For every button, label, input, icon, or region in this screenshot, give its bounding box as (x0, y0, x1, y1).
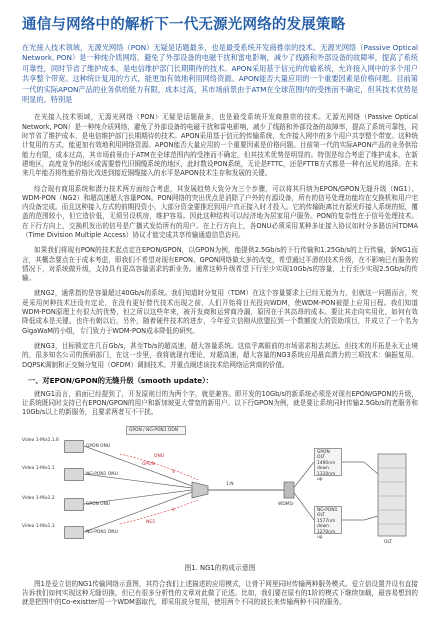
wdm-label: WDM1r (278, 501, 295, 507)
lead-paragraph: 在光接入技术领域，无源光网络（PON）无疑是话题最多，也是最受系统开发商推崇的技术。无源光网络（Passive Optical Network, PON）是一种纯介质网络，避免了外部设备的电磁干扰和雷电影响，减少了线路和外部设备的故障率，提高了系统可靠性，同时节省了维护成本，是电信维护部门长期期待的技术。APON采用基于信元的传输系统，允许接入网中的多个用户共享整个带宽。这种统计复用的方式，能更加有效地利用网络资源。APON能否大量应用的一个重要因素是价格问题。目前第一代的实际APON产品的业务供给能力有限，成本过高，其市场前景由于ATM在全球范围内的受挫而不确定，但其技术优势是明显的。特别是 (22, 43, 418, 105)
section-heading: 一、对EPON/GPON的无缝升级（smooth update）： (28, 375, 213, 385)
body-paragraph-5: 就NG3，目标锁定在几百Gb/s，甚至Tb/s的超高速，超大容量系统。这似乎离眼前的市场需求相去甚远。但技术的开拓是永无止境的，很多知名公司的预研部门，在这一步里，我将就现有理论，对超高速，超大容量的NG3系统应用最高潜力的三项技术：偏振复用、DQPSK调制和正交频分复用（OFDM）调制技术。并重点阐述该技术给网络运营商的价值。 (22, 341, 418, 369)
onu-device-icon (64, 498, 84, 511)
page-title: 通信与网络中的解析下一代无源光网络的发展策略 (22, 17, 346, 33)
gpon-olt-up: 1310nm up (317, 471, 336, 483)
onu-label-2: NG-PON1 ONU (86, 471, 118, 477)
onu-label-4: NG-PON1 ONU (86, 529, 118, 535)
source-label-3: Video 1-Mix1.2 (22, 495, 55, 501)
red-label-onu: ONU (154, 453, 164, 459)
network-diagram (22, 424, 418, 560)
source-label-4: Video 1-Mix1.3 (22, 523, 55, 529)
ngpon1-olt-title: NG-PON1 OLT (317, 507, 338, 519)
body-paragraph-2: 综合现有商用系统和潜力技术两方面综合考虑，其发展趋势大致分为三个步骤，可以将其归纳为EPON/GPON无缝升级（NG1）、WDM-PON（NG2）和超高速超大容量PON。PON网络的突出优点是消除了户外的有源设备，所有的信号处理功能均在交换机和用户宅内设备完成。而且这种接入方式的前期投资小，大部分资金要推迟到用户真正接入时才投入。它的传输距离比有源光纤接入系统的短，覆盖的范围较小，但它造价低，无须另设机房，维护容易。因此这种结构可以经济地为居家用户服务。PON的复杂性在于信号处理技术。在下行方向上，交换机发出的信号是广播式发给所有的用户。在上行方向上，各ONU必须采用某种多址接入协议如时分多路访问TDMA（Time Division Multiple Access）协议才能完成共享传输通道信息访问。 (22, 184, 418, 239)
source-label-2: Video 1-Mix1.1 (22, 465, 55, 471)
ngpon1-olt-up: 1270nm up (317, 529, 336, 541)
red-label-gpon: GPON (142, 461, 155, 467)
odn-box: GPON / NG-PON1 ODN (126, 426, 186, 435)
onu-label-3: GPON ONU (86, 501, 111, 507)
section-paragraph: 就NG1而言，前面已经提到了，开发原则目的为两个字，就是兼容。即开发的10Gb/s的新系统必须是对现有EPON/GPON的升级，让系统既同时支持已有EPON/GPON的用户和新加坡更大带宽的新用户。以下行GPON为例，就是要让系统同时传输2.5Gb/s的老服务和10Gb/s以上的新服务，且要求两者互不干扰。 (22, 389, 418, 417)
ngpon1-olt-down: 1577nm down (317, 518, 336, 530)
body-paragraph-1: 在光接入技术领域，无源光网络（PON）无疑是话题最多，也是最受系统开发商推崇的技术。无源光网络（Passive Optical Network, PON）是一种纯介质网络，避免了外部设备的电磁干扰和雷电影响，减少了线路和外部设备的故障率，提高了系统可靠性，同时节省了维护成本，是电信维护部门长期期待的技术。APON采用基于信元的传输系统，允许接入网中的多个用户共享整个带宽。这种统计复用的方式，能更加有效地利用网络资源。APON能否大量应用的一个重要因素是价格问题。目前第一代的实际APON产品的业务供给能力有限，成本过高，其市场前景由于ATM在全球范围内的受挫而不确定，但其技术优势是明显的。特别是综合考虑了维护成本，在新建地区，高度竞争的地区或需要替代旧铜缆系统的地区，此时数设PON系统，无论是FTTC，还是FTTB方式都是一种有远见的选择。在未来几年能否将性能价格比改进到接近铜缆接入的水平是APON技术生存和发展的关键。 (22, 113, 418, 178)
splitter-ratio-label: 1:N (226, 481, 234, 487)
rack-label: OLT (384, 539, 392, 545)
onu-device-icon (64, 468, 84, 481)
figure-explanation-paragraph: 图1是爱立信的NG1传输网络示意图，其符合我们上述描述的应用模式，让骨干网里同时传输两种服务模式。爱立信设置并设有直接告诉我们如何实现这种无缝切换，但已有很多分析性的文章对此做了论述。比如，我们要在原有的1阶的模式下继续加载，最容易想到的就是把图中的Co-existter用一个WDM器取代，即采用波分复用，使用两个不同的波长来传输两种不同的服务。 (22, 579, 418, 607)
ngpon1-olt-box (314, 506, 342, 541)
red-label-lambda: λ (172, 507, 175, 513)
source-label-1: Video 1-Mix1.1.6 (22, 437, 59, 443)
gpon-olt-title: GPON OLT (317, 449, 330, 461)
red-label-ng1: NG1 (146, 519, 156, 525)
body-paragraph-4: 就NG2，通常指的是容量超过40Gb/s的系统。我们知道时分复用（TDM）在这个容量要求上已经无能为力，但就这一问题而言，究竟采用何种技术还没有定论，在没有更好替代技术出现之前，人们开始将目光投向WDM，使WDM-PON被提上应用日程。我们知道WDM-PON原理上有很大的优势，但之所以这些年来，被开发商和运营商冷漏，原因在于其高昂的成本。要让其走向实用化，如何有效降低成本是关键。也许有朝以后，另外，随着硬件技术的进步，今年爱立信刚从欧盟拉到一个数额庞大的资助项目，并成立了一个名为GigaWaM的小组，专门致力于WDM-PON成本降低的研究。 (22, 289, 418, 335)
onu-label-1: GPON ONU (86, 443, 111, 449)
body-paragraph-3: 如果我们将现有PON的技术起点定在EPON/GPON，以GPON为例，能提供2.5Gb/s的下行传输和1.25Gb/s的上行传输，新NG1而言，其概念要点在于成本考虑，即我们不希望对现有EPON、GPON网络做太多的改变，希望通过平滑的技术升级，在不影响已有服务的情况下，对系统做升级，支持具有更高容量需求的新业务。通常这种升级希望下行至少实现10Gb/s的容量，上行至少实现2.5Gb/s的传输。 (22, 246, 418, 283)
gpon-olt-box (314, 448, 342, 483)
figure-caption: 图1. NG1的构成示意图 (184, 563, 256, 572)
gpon-olt-down: 1490nm down (317, 460, 336, 472)
red-label-s: S (172, 469, 175, 475)
onu-device-icon (64, 440, 84, 453)
onu-device-icon (64, 526, 84, 539)
